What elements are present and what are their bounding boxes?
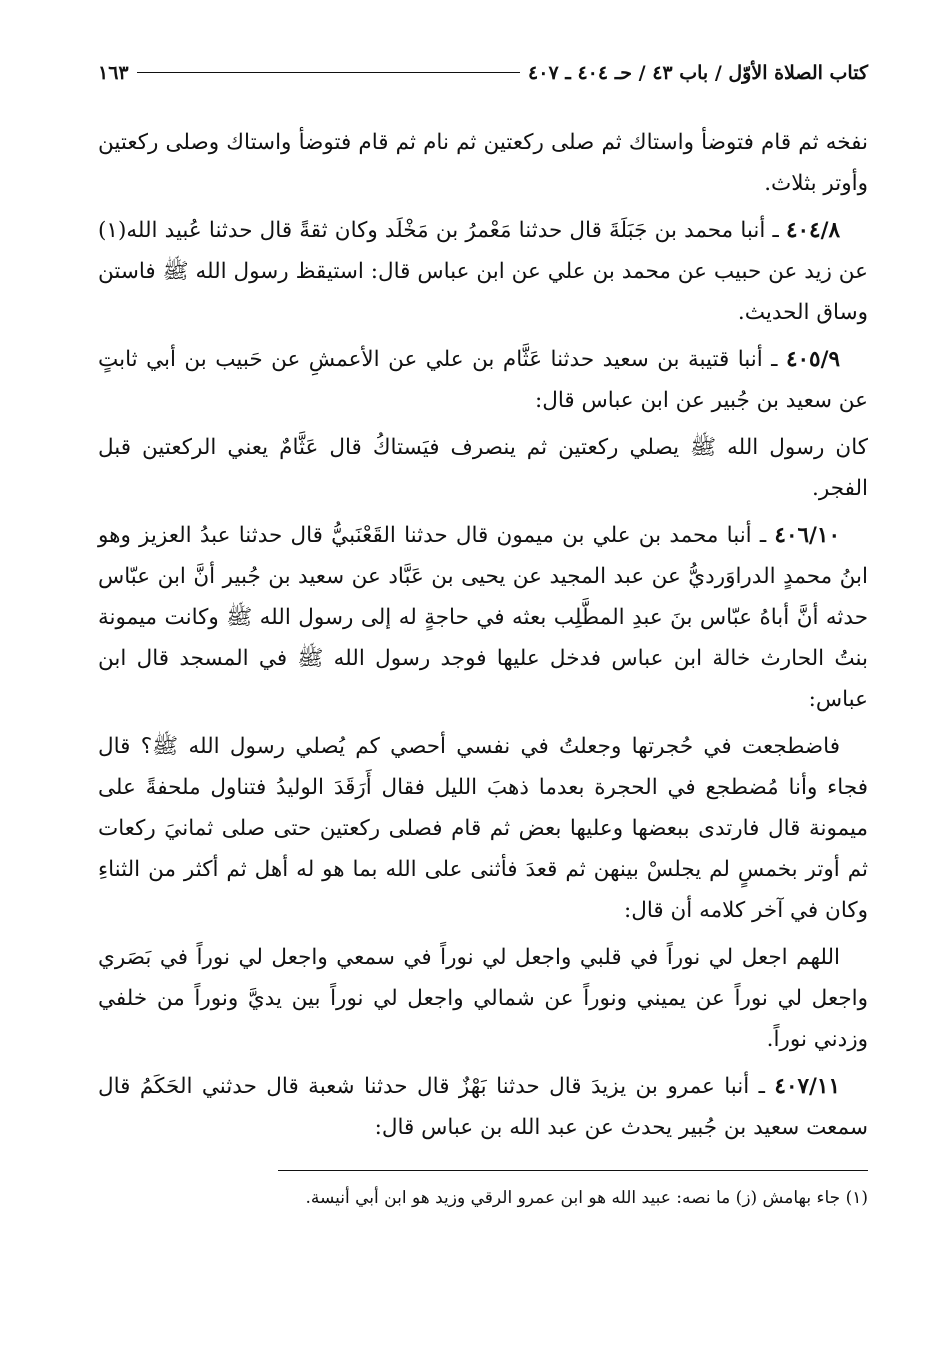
paragraph [98,122,868,204]
paragraph [98,515,868,720]
paragraph-text: ـ أنبا عمرو بن يزيدَ قال حدثنا بَهْزٌ قال حدثنا شعبة قال حدثني الحَكَمُ قال سمعت سعيد بن جُبير يحدث عن عبد الله بن عباس قال: [98,1074,868,1140]
header-rule [137,72,520,73]
paragraph [98,937,868,1060]
hadith-number: ٤٠٧/١١ [774,1074,840,1099]
paragraph [98,726,868,931]
hadith-number: ٤٠٦/١٠ [774,523,840,548]
paragraph-text: نفخه ثم قام فتوضأ واستاك ثم صلى ركعتين ثم نام ثم قام فتوضأ واستاك وصلى ركعتين وأوتر بثلاث. [98,130,868,196]
paragraph [98,210,868,333]
paragraph [98,427,868,509]
running-header [98,62,868,98]
paragraph-text: اللهم اجعل لي نوراً في قلبي واجعل لي نوراً في سمعي واجعل لي نوراً في بَصَري واجعل لي نوراً عن يميني ونوراً عن شمالي واجعل لي نوراً بين يديَّ ونوراً من خلفي وزدني نوراً. [98,945,868,1052]
body-text [98,122,868,1148]
hadith-number: ٤٠٥/٩ [785,347,840,372]
paragraph-text: فاضطجعت في حُجرتها وجعلتُ في نفسي أحصي كم يُصلي رسول الله ﷺ؟ قال فجاء وأنا مُضطجع في الحجرة بعدما ذهبَ الليل فقال أَرَقَدَ الوليدُ فتناول ملحفةً على ميمونة قال فارتدى ببعضها وعليها بعض ثم قام فصلى ركعتين حتى صلى ثمانيَ ركعات ثم أوتر بخمسٍ لم يجلسْ بينهن ثم قعدَ فأثنى على الله بما هو له أهل ثم أكثر من الثناءِ وكان في آخر كلامه أن قال: [98,734,868,923]
hadith-number: ٤٠٤/٨ [785,218,840,243]
page-number: ١٦٣ [98,62,129,84]
paragraph-text: ـ أنبا قتيبة بن سعيد حدثنا عَثَّام بن علي عن الأعمشِ عن حَبيب بن أبي ثابتٍ عن سعيد بن جُبير عن ابن عباس قال: [98,347,868,413]
paragraph-text: كان رسول الله ﷺ يصلي ركعتين ثم ينصرف فيَستاكُ قال عَثَّامٌ يعني الركعتين قبل الفجر. [98,435,868,501]
book-page [98,62,868,1211]
paragraph-text: ـ أنبا محمد بن علي بن ميمون قال حدثنا القَعْنَبيُّ قال حدثنا عبدُ العزيز وهو ابنُ محمدٍ الدراوَرديُّ عن عبد المجيد عن يحيى بن عَبَّاد عن سعيد بن جُبير أنَّ ابن عبّاس حدثه أنَّ أباهُ عبّاس بنَ عبدِ المطَّلِب بعثه في حاجةٍ له إلى رسول الله ﷺ وكانت ميمونة بنتُ الحارث خالة ابن عباس فدخل عليها فوجد رسول الله ﷺ في المسجد قال ابن عباس: [98,523,868,712]
header-title: كتاب الصلاة الأوّل / باب ٤٣ / حـ ٤٠٤ ـ ٤٠٧ [528,62,868,84]
paragraph [98,339,868,421]
footnote: (١) جاء بهامش (ز) ما نصه: عبيد الله هو ابن عمرو الرقي وزيد هو ابن أبي أنيسة. [305,1188,868,1208]
paragraph [98,1066,868,1148]
paragraph-text: ـ أنبا محمد بن جَبَلَةَ قال حدثنا مَعْمرُ بن مَخْلَد وكان ثقةً قال حدثنا عُبيد الله(١) عن زيد عن حبيب عن محمد بن علي عن ابن عباس قال: استيقظ رسول الله ﷺ فاستن وساق الحديث. [98,218,868,325]
footnote-rule [278,1170,868,1171]
